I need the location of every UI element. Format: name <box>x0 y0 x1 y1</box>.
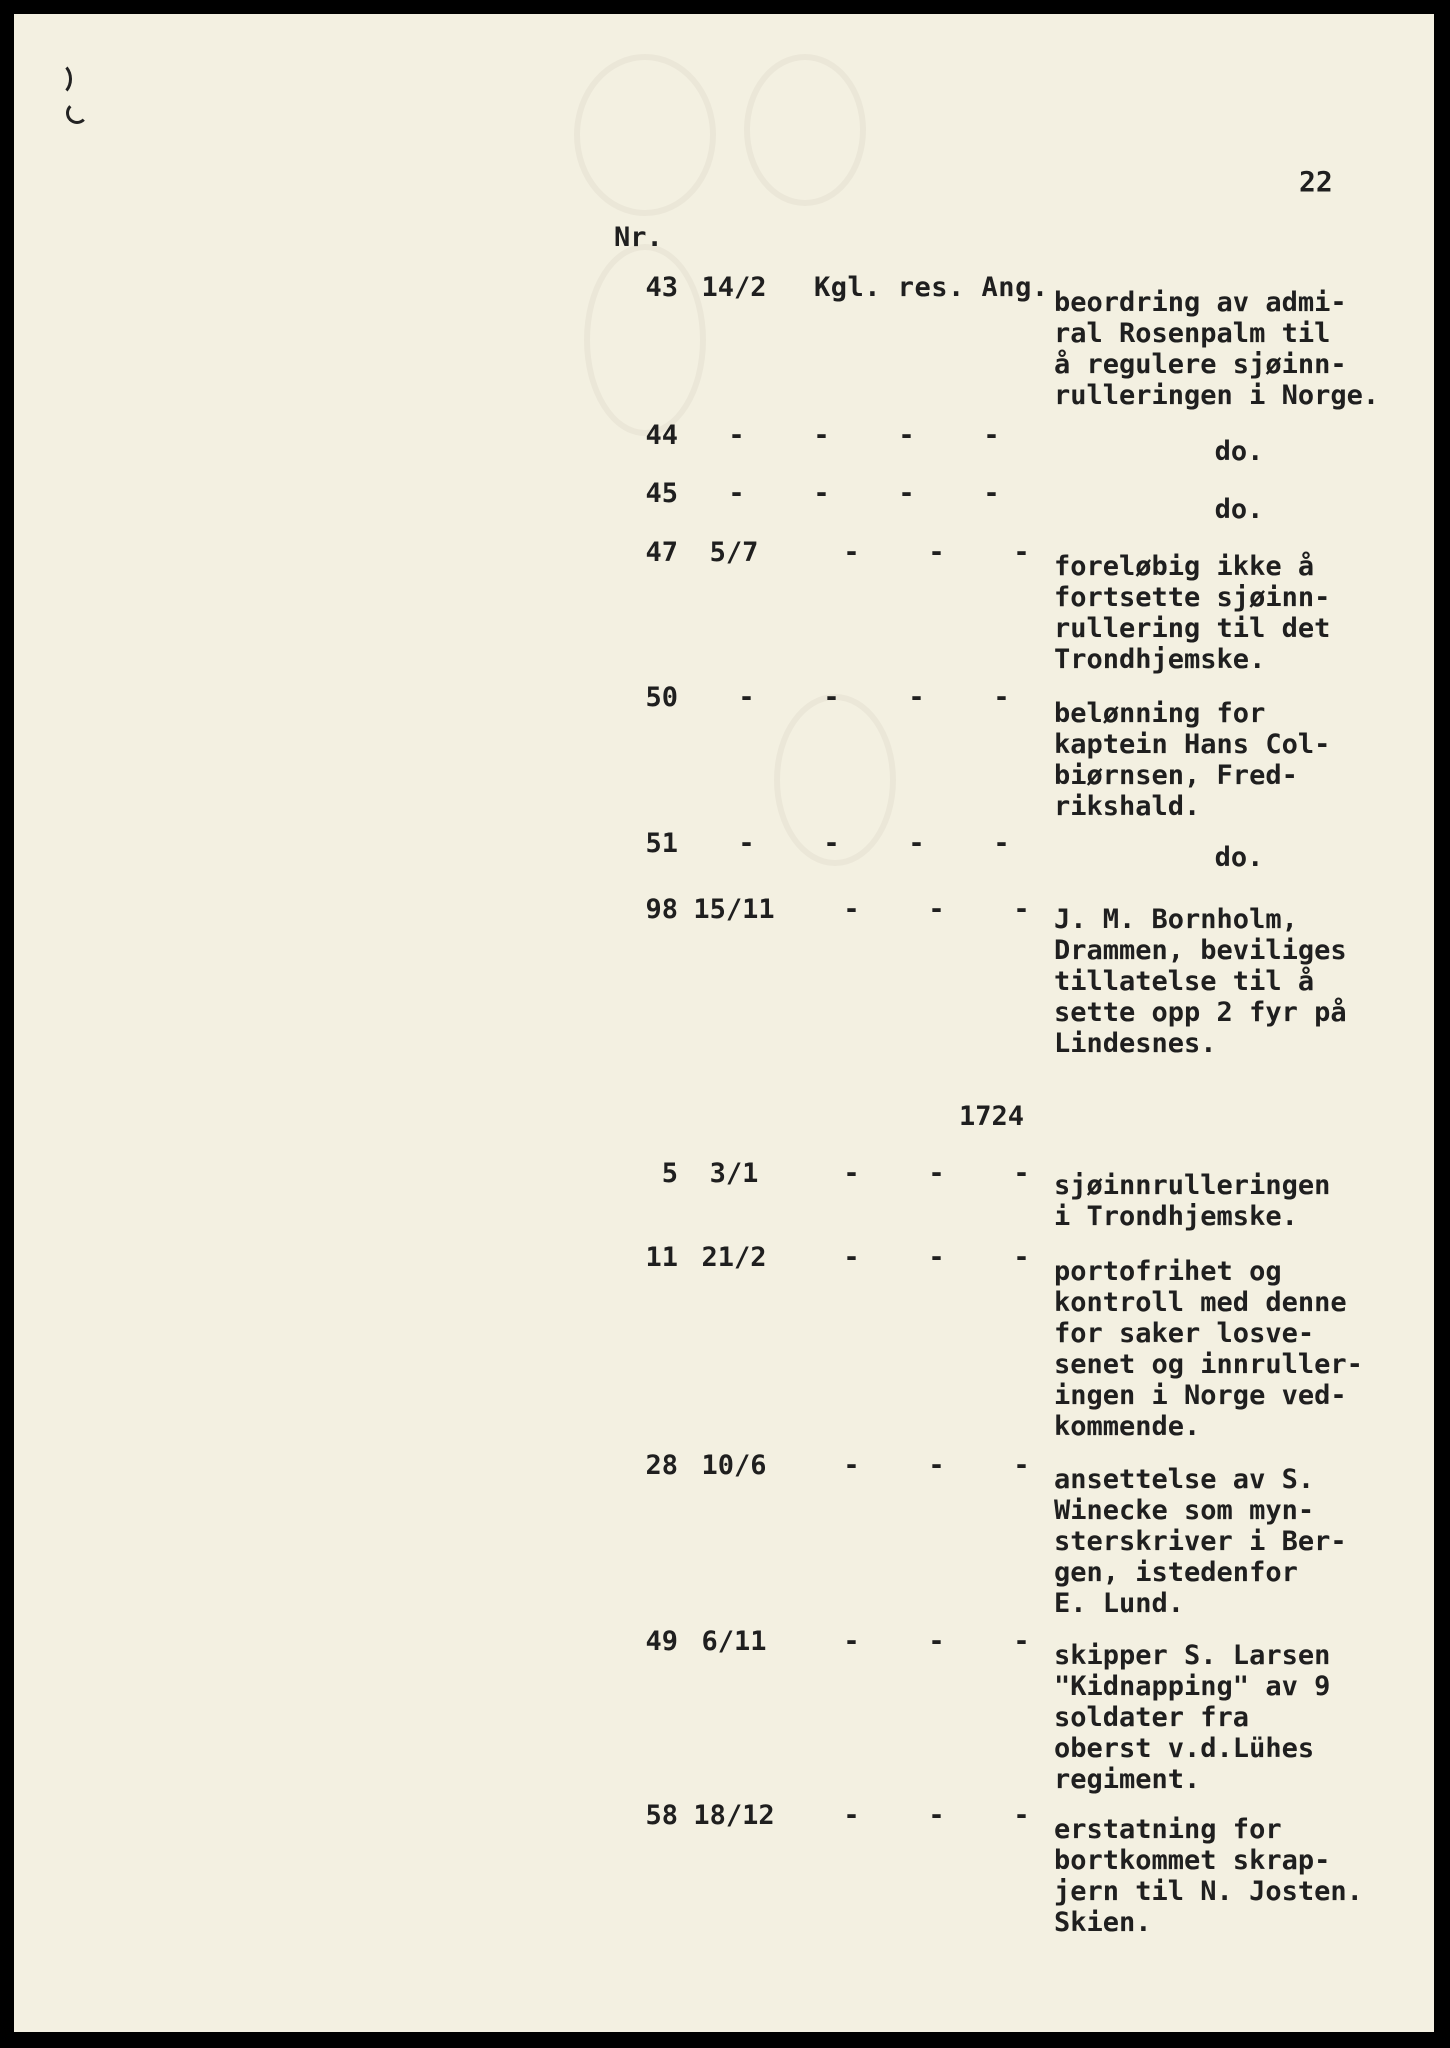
entry-description: ansettelse av S. Winecke som myn- sterskriver i Ber- gen, istedenfor E. Lund. <box>1054 1464 1347 1619</box>
entry-description: sjøinnrulleringen i Trondhjemske. <box>1054 1170 1331 1232</box>
entry-row <box>14 1626 1434 1795</box>
ditto-dashes: - - - - <box>738 682 1010 713</box>
entry-description: portofrihet og kontroll med denne for saker losve- senet og innruller- ingen i Norge ved- kommende. <box>1054 1256 1363 1442</box>
entry-description: foreløbig ikke å fortsette sjøinn- rullering til det Trondhjemske. <box>1054 551 1331 675</box>
document-page <box>14 14 1434 2032</box>
entry-date: 5/7 <box>709 537 759 568</box>
entry-number: 11 <box>645 1242 678 1273</box>
ditto-dashes: - - - <box>843 894 1030 925</box>
entry-date: 21/2 <box>701 1242 767 1273</box>
entry-date: 10/6 <box>701 1450 767 1481</box>
bleed-through-stamp-2 <box>744 54 866 206</box>
entry-date: 15/11 <box>693 894 775 925</box>
entry-row <box>14 272 1434 411</box>
ditto-dashes: - - - <box>843 537 1030 568</box>
entry-number: 49 <box>645 1626 678 1657</box>
ditto-dashes: - - - - <box>728 420 1000 451</box>
entry-row <box>14 1158 1434 1232</box>
nr-column-header: Nr. <box>614 222 663 253</box>
corner-handwritten-mark <box>44 62 72 96</box>
ditto-dashes: - - - - <box>738 828 1010 859</box>
ditto-dashes: - - - <box>843 1800 1030 1831</box>
entry-description: belønning for kaptein Hans Col- biørnsen, Fred- rikshald. <box>1054 698 1331 822</box>
entry-row <box>14 894 1434 1059</box>
entry-number: 5 <box>661 1158 678 1189</box>
entry-date: 14/2 <box>701 272 767 303</box>
entry-description: do. <box>1214 842 1264 873</box>
entry-description: beordring av admi- ral Rosenpalm til å regulere sjøinn- rulleringen i Norge. <box>1054 287 1380 411</box>
entry-type: Kgl. res. Ang. <box>814 272 1049 303</box>
ditto-dashes: - - - - <box>728 478 1000 509</box>
entry-row <box>14 478 1434 525</box>
entry-number: 98 <box>645 894 678 925</box>
year-heading: 1724 <box>959 1101 1025 1132</box>
entry-number: 28 <box>645 1450 678 1481</box>
entry-row <box>14 828 1434 873</box>
page-number: 22 <box>1299 165 1333 198</box>
entry-description: do. <box>1214 436 1264 467</box>
entry-row <box>14 420 1434 467</box>
entry-date: 3/1 <box>709 1158 759 1189</box>
entry-number: 44 <box>645 420 678 451</box>
entry-row <box>14 537 1434 675</box>
entry-description: J. M. Bornholm, Drammen, beviliges tillatelse til å sette opp 2 fyr på Lindesnes. <box>1054 904 1347 1059</box>
ditto-dashes: - - - <box>843 1626 1030 1657</box>
entry-date: 18/12 <box>693 1800 775 1831</box>
entry-number: 45 <box>645 478 678 509</box>
ditto-dashes: - - - <box>843 1158 1030 1189</box>
entry-description: skipper S. Larsen "Kidnapping" av 9 soldater fra oberst v.d.Lühes regiment. <box>1054 1640 1331 1795</box>
entry-row <box>14 1450 1434 1619</box>
entry-number: 43 <box>645 272 678 303</box>
entry-date: 6/11 <box>701 1626 767 1657</box>
entry-number: 50 <box>645 682 678 713</box>
entry-number: 58 <box>645 1800 678 1831</box>
entry-description: do. <box>1214 494 1264 525</box>
entry-number: 47 <box>645 537 678 568</box>
entry-description: erstatning for bortkommet skrap- jern til N. Josten. Skien. <box>1054 1814 1363 1938</box>
ditto-dashes: - - - <box>843 1242 1030 1273</box>
entry-number: 51 <box>645 828 678 859</box>
entry-row <box>14 1800 1434 1938</box>
corner-handwritten-mark-2 <box>66 102 88 124</box>
entry-row <box>14 682 1434 822</box>
bleed-through-stamp <box>574 54 716 216</box>
ditto-dashes: - - - <box>843 1450 1030 1481</box>
entry-row <box>14 1242 1434 1442</box>
